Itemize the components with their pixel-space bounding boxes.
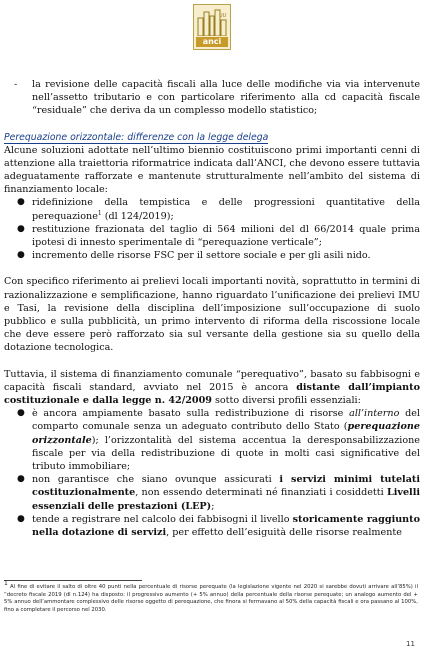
- bullet-icon: ●: [17, 474, 25, 485]
- logo-wordmark: anci: [196, 37, 228, 47]
- list-item: ● è ancora ampiamente basato sulla redistribuzione di risorse all’interno del comparto comunale senza un adeguato contributo dello Stato (perequazione orizzontale); l’orizzontalità del sistema accentua la deresponsabilizzazione fiscale per via della redistribuzione di quote in molti casi significative del tributo immobiliare;: [17, 408, 420, 473]
- intro-item-text: la revisione delle capacità fiscali alla luce delle modifiche via via intervenute nell’assetto tributario e con particolare riferimento alla cd capacità fiscale “residuale” che deriva da un complesso modello statistico;: [32, 79, 420, 117]
- footnote-divider: [4, 580, 142, 581]
- paragraph-2: Con specifico riferimento ai prelievi locali importanti novità, soprattutto in termini di razionalizzazione e semplificazione, hanno riguardato l’unificazione dei prelievi IMU e Tasi, la revisione della disciplina dell’imposizione sull’occupazione di suolo pubblico e sulla pubblicità, un primo intervento di riforma della riscossione locale che deve essere però rafforzato sia sul versante della gestione sia su quello della dotazione tecnologica.: [4, 276, 420, 354]
- bullet-icon: ●: [17, 250, 25, 261]
- emphasis-text: distante dall’impianto costituzionale e dalla legge n. 42/2009: [4, 381, 420, 407]
- footnote: [4, 580, 418, 614]
- paragraph-3: Tuttavia, il sistema di finanziamento comunale “perequativo”, basato su fabbisogni e capacità fiscali standard, avviato nel 2015 è ancora distante dall’impianto costituzionale e dalla legge n. 42/2009 sotto diversi profili essenziali:: [4, 368, 420, 407]
- section-heading: [4, 132, 420, 144]
- list-item: ● tende a registrare nel calcolo dei fabbisogni il livello storicamente raggiunto nella dotazione di servizi, per effetto dell’esiguità delle risorse realmente: [17, 513, 420, 539]
- bullet-icon: ●: [17, 197, 25, 208]
- paragraph-1: Alcune soluzioni adottate nell’ultimo biennio costituiscono primi importanti cenni di attenzione alla traiettoria riformatrice indicata dall’ANCI, che devono essere tuttavia adeguatamente rafforzate e mantenute strutturalmente nell’ambito del sistema di finanziamento locale:: [4, 144, 420, 196]
- footnote-marker: 1: [4, 580, 8, 588]
- logo-mark-text: UU: [219, 13, 227, 19]
- page-content: [4, 78, 420, 539]
- list-item: ● incremento delle risorse FSC per il settore sociale e per gli asili nido.: [17, 250, 371, 262]
- bullet-icon: ●: [17, 408, 25, 419]
- dash-marker: -: [14, 79, 18, 90]
- bullet-icon: ●: [17, 513, 25, 524]
- list-item: ● non garantisce che siano ovunque assicurati i servizi minimi tutelati costituzionalmente, non essendo determinati né finanziati i cosiddetti Livelli essenziali delle prestazioni (LEP);: [17, 474, 420, 512]
- footnote-text: Al fine di evitare il salto di oltre 40 punti nella percentuale di risorse perequate (la legislazione vigente nel 2020 si sarebbe dovuti arrivare all’85%) il “decreto fiscale 2019 (dl n.124) ha disposto: il progressivo aumento (+ 5% annuo) della percentuale della risorse perequate; un analogo aumento del + 5% annuo dell’ammontare complessivo delle risorse oggetto di perequazione, che finora si fermavano al 50% della capacità fiscali e ora passano al 100%, fino a completare il percorso nel 2030.: [4, 584, 418, 613]
- bullet-list-2: [4, 407, 420, 539]
- list-item: ● restituzione frazionata del taglio di 564 milioni del dl 66/2014 quale prima ipotesi di innesto sperimentale di “perequazione verticale”;: [17, 223, 420, 249]
- bullet-list-1: [4, 196, 420, 262]
- city-skyline-icon: [197, 8, 227, 36]
- bullet-icon: ●: [17, 223, 25, 234]
- list-item: ● ridefinizione della tempistica e delle progressioni quantitative della perequazione$^1$ (dl 124/2019);: [17, 197, 420, 222]
- footnote-ref[interactable]: 1: [97, 209, 102, 217]
- intro-list-item: [4, 78, 420, 118]
- anci-logo: [193, 4, 231, 50]
- page-number: 11: [406, 640, 415, 648]
- section-heading-text: Perequazione orizzontale: differenze con la legge delega: [4, 131, 269, 143]
